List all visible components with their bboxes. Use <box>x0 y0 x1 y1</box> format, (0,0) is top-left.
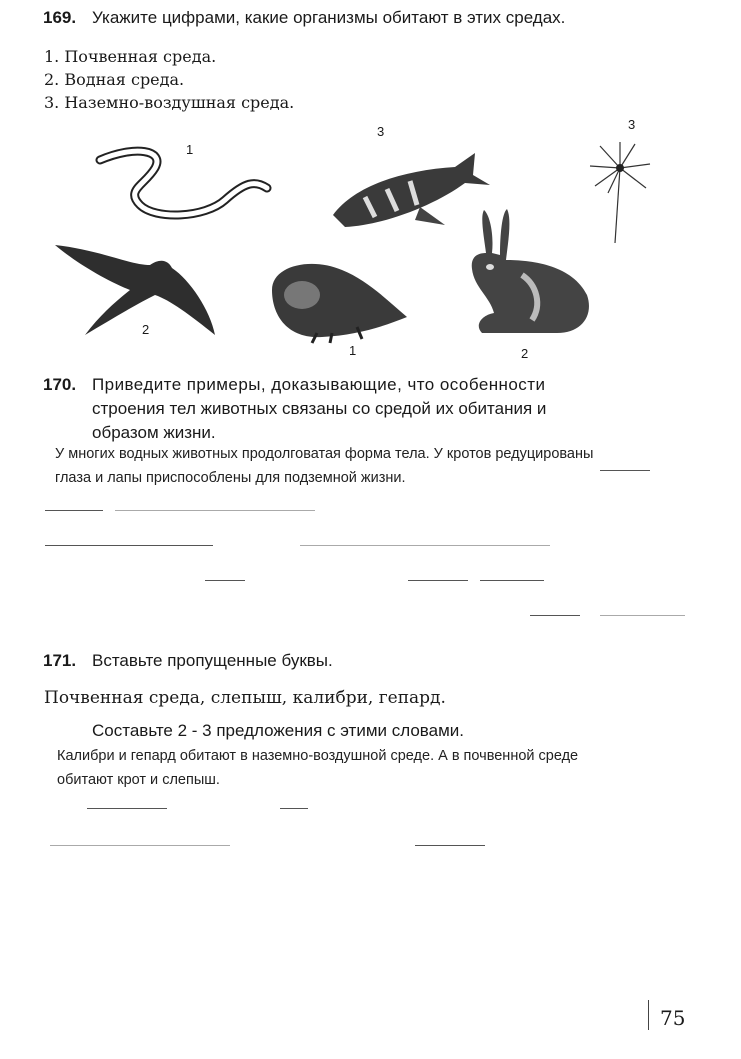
hare-label: 2 <box>521 346 529 361</box>
mole-label: 1 <box>349 343 357 358</box>
environment-land-air: 3. Наземно-воздушная среда. <box>44 93 295 112</box>
task-171-answer-line-1: Калибри и гепард обитают в наземно-воздушной среде. А в почвенной среде <box>57 748 579 764</box>
writing-line <box>45 510 103 511</box>
task-170-number: 170. <box>43 375 77 394</box>
writing-line <box>600 470 650 471</box>
swallow-icon <box>50 240 220 340</box>
writing-line <box>45 545 213 546</box>
writing-line <box>415 845 485 846</box>
hare-icon <box>462 205 597 340</box>
writing-line <box>50 845 230 846</box>
task-171-number: 171. <box>43 651 77 670</box>
writing-line <box>280 808 308 809</box>
environment-soil: 1. Почвенная среда. <box>44 47 217 66</box>
earthworm-icon <box>95 140 275 230</box>
writing-line <box>205 580 245 581</box>
task-171-words: Почвенная среда, слепыш, калибри, гепард. <box>44 688 446 708</box>
mole-icon <box>262 255 412 345</box>
writing-line <box>600 615 685 616</box>
task-170-title-line-1: Приведите примеры, доказывающие, что особенности <box>92 375 546 394</box>
writing-line <box>87 808 167 809</box>
task-171-subtask: Составьте 2 - 3 предложения с этими словами. <box>92 721 465 740</box>
task-170-answer-line-1: У многих водных животных продолговатая форма тела. У кротов редуцированы <box>55 446 594 462</box>
page-number: 75 <box>660 1006 686 1030</box>
task-169-number: 169. <box>43 8 77 27</box>
task-171-title: Вставьте пропущенные буквы. <box>92 651 333 670</box>
fish-label: 3 <box>377 124 385 139</box>
writing-line <box>530 615 580 616</box>
writing-line <box>115 510 315 511</box>
earthworm-label: 1 <box>186 142 194 157</box>
task-170-title-line-3: образом жизни. <box>92 423 216 442</box>
page-number-bracket <box>648 1000 649 1030</box>
dandelion-seed-label: 3 <box>628 117 636 132</box>
task-170-title-line-2: строения тел животных связаны со средой их обитания и <box>92 399 547 418</box>
writing-line <box>408 580 468 581</box>
task-170-answer-line-2: глаза и лапы приспособлены для подземной жизни. <box>55 470 406 486</box>
environment-water: 2. Водная среда. <box>44 70 185 89</box>
writing-line <box>480 580 544 581</box>
writing-line <box>300 545 550 546</box>
task-171-answer-line-2: обитают крот и слепыш. <box>57 772 220 788</box>
task-169-title: Укажите цифрами, какие организмы обитают в этих средах. <box>92 8 566 27</box>
swallow-label: 2 <box>142 322 150 337</box>
